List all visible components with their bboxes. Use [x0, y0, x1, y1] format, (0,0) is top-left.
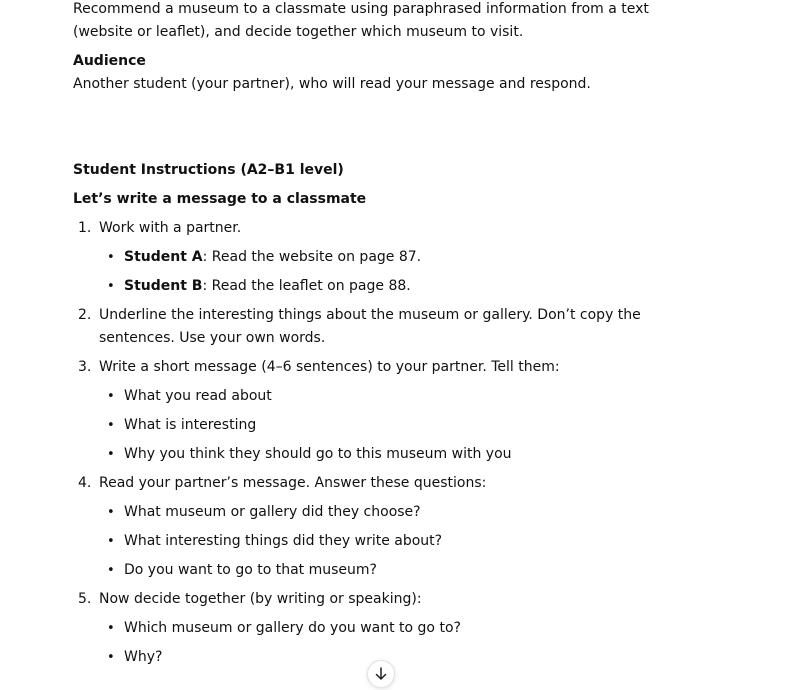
step-bullets [99, 501, 683, 582]
bullet-item: • What museum or gallery did they choose? [99, 501, 683, 524]
step-text: Read your partner’s message. Answer these questions: [99, 475, 487, 491]
instructions-title: Student Instructions (A2–B1 level) [73, 162, 344, 178]
step-item [73, 588, 683, 669]
step-bullets [99, 385, 683, 466]
bullet-item [99, 275, 683, 298]
step-text: Write a short message (4–6 sentences) to your partner. Tell them: [99, 359, 560, 375]
step-number: 1. [78, 220, 92, 236]
scroll-down-button[interactable] [367, 660, 395, 688]
bullet-text: : Read the website on page 87. [202, 249, 422, 265]
arrow-down-icon [375, 667, 387, 681]
bullet-item: • What is interesting [99, 414, 683, 437]
step-number: 5. [78, 591, 92, 607]
bullet-label: Student A [124, 249, 203, 265]
bullet-item: • What you read about [99, 385, 683, 408]
bullet-item: • Why? [99, 646, 683, 669]
step-item [73, 472, 683, 582]
steps-list [73, 217, 683, 669]
document-body [73, 0, 683, 675]
bullet-text: : Read the leaflet on page 88. [202, 278, 411, 294]
step-text: Underline the interesting things about the museum or gallery. Don’t copy the sentences. Use your own words. [99, 307, 641, 346]
step-item [73, 217, 683, 298]
step-number: 3. [78, 359, 92, 375]
step-bullets [99, 246, 683, 298]
bullet-item: • Do you want to go to that museum? [99, 559, 683, 582]
bullet-item: • What interesting things did they write about? [99, 530, 683, 553]
audience-text: Another student (your partner), who will read your message and respond. [73, 76, 591, 92]
instructions-subtitle: Let’s write a message to a classmate [73, 191, 367, 207]
step-text: Now decide together (by writing or speaking): [99, 591, 422, 607]
step-number: 4. [78, 475, 92, 491]
step-text: Work with a partner. [99, 220, 242, 236]
bullet-item [99, 246, 683, 269]
step-item [73, 304, 683, 350]
audience-heading: Audience [73, 53, 146, 69]
step-bullets [99, 617, 683, 669]
step-item [73, 356, 683, 466]
step-number: 2. [78, 307, 92, 323]
bullet-label: Student B [124, 278, 203, 294]
bullet-item: • Which museum or gallery do you want to go to? [99, 617, 683, 640]
intro-paragraph: Recommend a museum to a classmate using paraphrased information from a text (website or leaflet), and decide together which museum to visit. [73, 1, 649, 40]
bullet-item: • Why you think they should go to this museum with you [99, 443, 683, 466]
